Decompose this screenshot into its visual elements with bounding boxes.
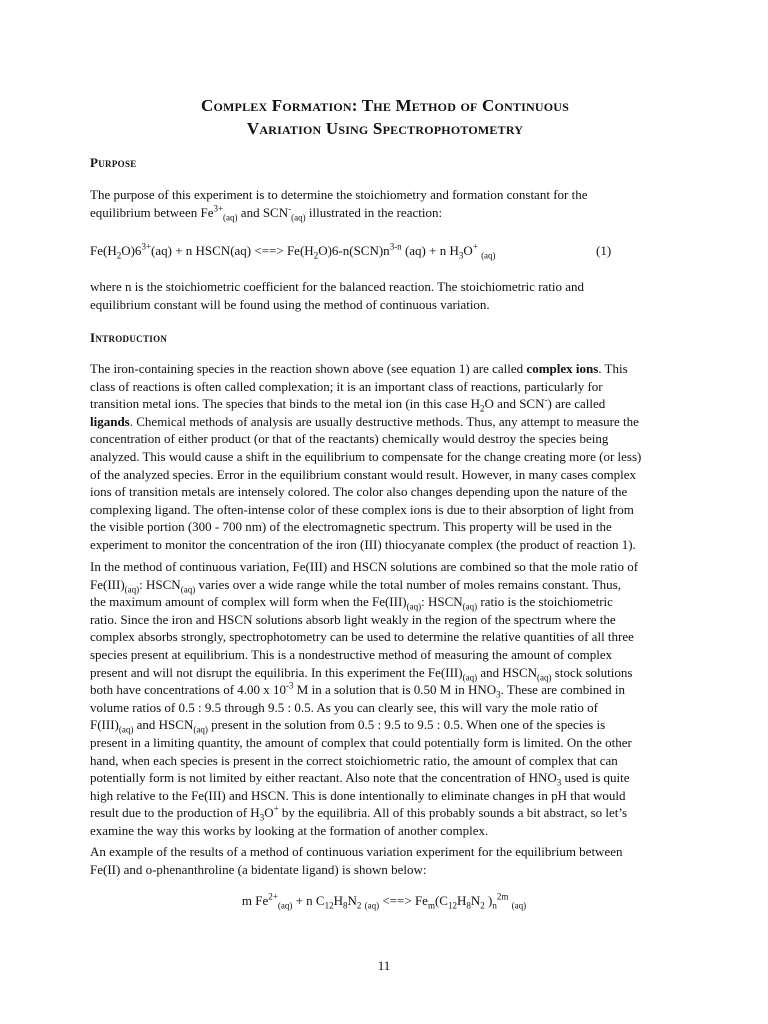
text-line: class of reactions is often called complexation; it is an important class of reactions, particularly for (90, 378, 603, 394)
text-line: ratio. Since the iron and HSCN solutions absorb light weakly in the region of the spectrum where the (90, 611, 616, 627)
text-line: experiment to monitor the concentration of the iron (III) thiocyanate complex (the product of reaction 1). (90, 536, 636, 552)
text-line: the visible portion (300 - 700 nm) of the electromagnetic spectrum. This property will be used in the (90, 519, 612, 535)
purpose-paragraph-1 (90, 186, 679, 221)
text-line: complex absorbs strongly, spectrophotometry can be used to determine the relative quantities of all three (90, 629, 634, 645)
introduction-paragraph-3 (90, 843, 679, 878)
text-line: ligands. Chemical methods of analysis are usually destructive methods. Thus, any attempt to measure the (90, 413, 639, 429)
text-line: ions of transition metals are intensely colored. The color also changes depending upon the nature of the (90, 484, 628, 500)
text-line: The purpose of this experiment is to determine the stoichiometry and formation constant for the (90, 187, 588, 202)
introduction-paragraph-1 (90, 360, 679, 554)
reaction-equation-2: m $Fe^{2+}_{(aq)} + n$ $C_{12}H_8N_2$ $_{(aq)}$ <==> $Fe_m(C_{12}H_8N_2$ )$_n^{2m}$ $_{(aq)}$ (241, 891, 527, 911)
text-line: hand, when each species is present in the correct stoichiometric ratio, the amount of complex that can (90, 752, 618, 768)
text-line: examine the way this works by looking at the formation of another complex. (90, 822, 489, 838)
text-line: present and will not disrupt the equilibria. In this experiment the $Fe(III)_{(aq)}$ and $HSCN_{(aq)}$ stock solutions (90, 664, 633, 683)
text-line: concentration of either product (or that of the reactants) chemically would destroy the species being (90, 431, 609, 447)
equation-1-number: (1) (596, 243, 612, 258)
introduction-heading: Introduction (90, 330, 168, 345)
reaction-equation-1 (90, 243, 680, 259)
text-line: transition metal ions. The species that binds to the metal ion (in this case $H_2O$ and SCN-) are called (90, 394, 606, 414)
text-line: equilibrium constant will be found using the method of continuous variation. (90, 296, 490, 312)
text-line: analyzed. This would cause a shift in the equilibrium to compensate for the change creating more (or less) (90, 448, 642, 464)
text-line: of the analyzed species. Error in the equilibrium constant would result. However, in many cases complex (90, 466, 637, 482)
text-line: equilibrium between $Fe^{3+}_{(aq)}$ and $SCN^-_{(aq)}$ illustrated in the reaction: (90, 203, 443, 223)
text-line: volume ratios of 0.5 : 9.5 through 9.5 : 0.5. As you can clearly see, this will vary the mole ratio of (90, 699, 598, 715)
introduction-paragraph-2 (90, 558, 679, 840)
text-line: The iron-containing species in the reaction shown above (see equation 1) are called complex ions. This (90, 361, 628, 376)
page-number: 11 (377, 958, 391, 973)
title-line-2: Variation Using Spectrophotometry (246, 119, 524, 138)
text-line: potentially form is not limited by either reactant. Also note that the concentration of $HNO_3$ used is quite (90, 770, 630, 788)
text-line: An example of the results of a method of continuous variation experiment for the equilibrium between (90, 844, 623, 859)
purpose-paragraph-2 (90, 278, 679, 313)
title-line-1: Complex Formation: The Method of Continuous (201, 96, 569, 115)
text-line: where n is the stoichiometric coefficient for the balanced reaction. The stoichiometric ratio and (90, 279, 585, 294)
text-line: $F(III)_{(aq)}$ and $HSCN_{(aq)}$ present in the solution from 0.5 : 9.5 to 9.5 : 0.5. When one of the species is (90, 717, 606, 735)
text-line: In the method of continuous variation, Fe(III) and HSCN solutions are combined so that the mole ratio of (90, 559, 639, 574)
text-line: complexing ligand. The often-intense color of these complex ions is due to their absorption of light from (90, 501, 634, 517)
equation-1-body: $Fe(H_2O)6^{3+}(aq) + n$ HSCN(aq) <==> $Fe(H_2O)6-n(SCN)n^{3-n}$ (aq) + n $H_3O^+$ $_{(aq)}$ (90, 241, 496, 261)
purpose-heading: Purpose (90, 155, 137, 170)
text-line: species present at equilibrium. This is a nondestructive method of measuring the amount of complex (90, 646, 613, 662)
text-line: both have concentrations of 4.00 x $10^{-3}$ M in a solution that is 0.50 M in $HNO_3$. These are combined in (90, 680, 625, 700)
text-line: high relative to the Fe(III) and HSCN. This is done intentionally to eliminate changes in pH that would (90, 787, 626, 803)
text-line: Fe(II) and o-phenanthroline (a bidentate ligand) is shown below: (90, 861, 427, 877)
text-line: the maximum amount of complex will form when the $Fe(III)_{(aq)}$: $HSCN_{(aq)}$ ratio is the stoichiometric (90, 594, 613, 612)
text-line: $Fe(III)_{(aq)}$: $HSCN_{(aq)}$ varies over a wide range while the total number of moles remains constant. Thus, (90, 576, 621, 595)
text-line: present in a limiting quantity, the amount of complex that could potentially form is limited. On the other (90, 734, 632, 750)
text-line: result due to the production of $H_3O^+$ by the equilibria. All of this probably sounds a bit abstract, so let’s (90, 803, 628, 823)
document-title (90, 94, 680, 140)
